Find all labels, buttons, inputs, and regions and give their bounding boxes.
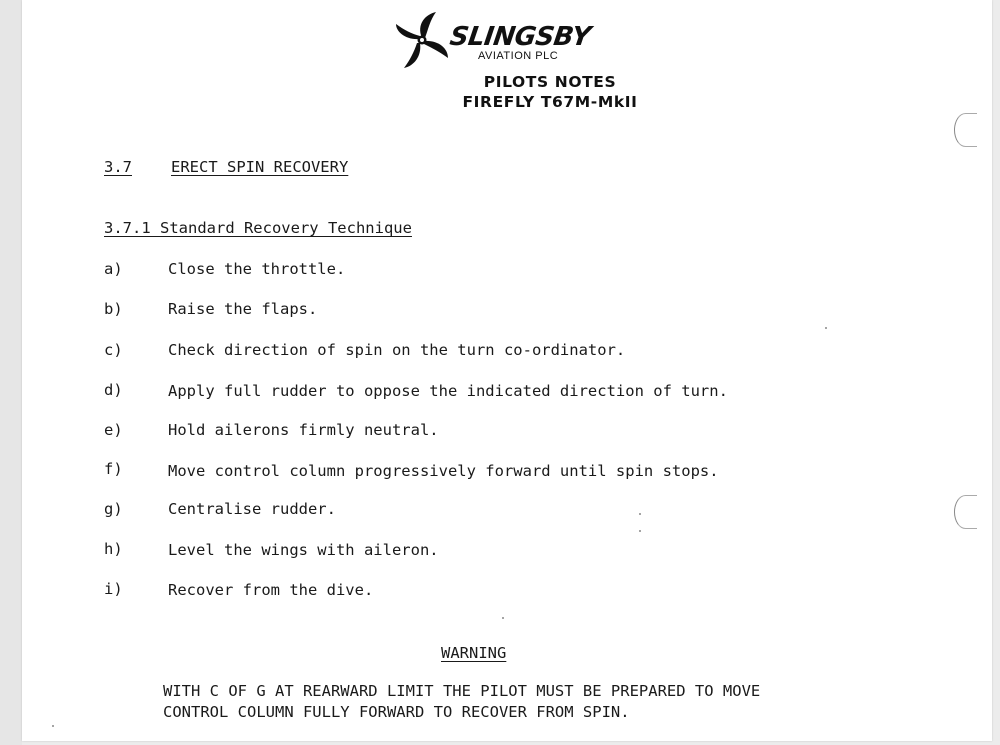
paper-speck (502, 617, 504, 619)
step-label: h) (104, 540, 123, 558)
left-margin-strip (0, 0, 22, 745)
step-label: b) (104, 300, 123, 318)
warning-line-1: WITH C OF G AT REARWARD LIMIT THE PILOT MUST BE PREPARED TO MOVE (163, 682, 761, 700)
warning-text (163, 681, 760, 723)
step-label: e) (104, 421, 123, 439)
step-text: Level the wings with aileron. (168, 541, 439, 559)
step-label: i) (104, 580, 123, 598)
step-text: Raise the flaps. (168, 300, 318, 318)
aircraft-title: FIREFLY T67M-MkII (462, 93, 638, 111)
brand-name: SLINGSBY (447, 22, 593, 52)
paper-speck (825, 327, 827, 329)
step-label: f) (104, 460, 123, 478)
step-label: a) (104, 260, 123, 278)
subsection-heading: 3.7.1 Standard Recovery Technique (104, 219, 412, 237)
document-title: PILOTS NOTES (483, 73, 617, 91)
step-text: Hold ailerons firmly neutral. (168, 421, 439, 439)
step-text: Centralise rudder. (168, 500, 336, 518)
warning-heading: WARNING (441, 644, 507, 662)
section-number: 3.7 (104, 158, 132, 176)
step-text: Move control column progressively forward until spin stops. (168, 462, 719, 480)
step-text: Close the throttle. (168, 260, 346, 278)
step-text: Apply full rudder to oppose the indicated direction of turn. (168, 382, 728, 400)
step-text: Recover from the dive. (168, 581, 374, 599)
warning-line-2: CONTROL COLUMN FULLY FORWARD TO RECOVER FROM SPIN. (163, 703, 630, 721)
slingsby-logo (392, 10, 632, 70)
brand-subtitle: AVIATION PLC (478, 50, 559, 62)
step-label: d) (104, 381, 123, 399)
document-page (22, 0, 992, 741)
paper-speck (639, 530, 641, 532)
step-label: c) (104, 341, 123, 359)
step-label: g) (104, 500, 123, 518)
step-text: Check direction of spin on the turn co-ordinator. (168, 341, 626, 359)
paper-speck (52, 725, 54, 727)
binder-hole-icon (954, 495, 977, 529)
propeller-logo-icon (392, 10, 452, 70)
paper-speck (639, 513, 641, 515)
binder-hole-icon (954, 113, 977, 147)
section-title: ERECT SPIN RECOVERY (171, 158, 349, 176)
